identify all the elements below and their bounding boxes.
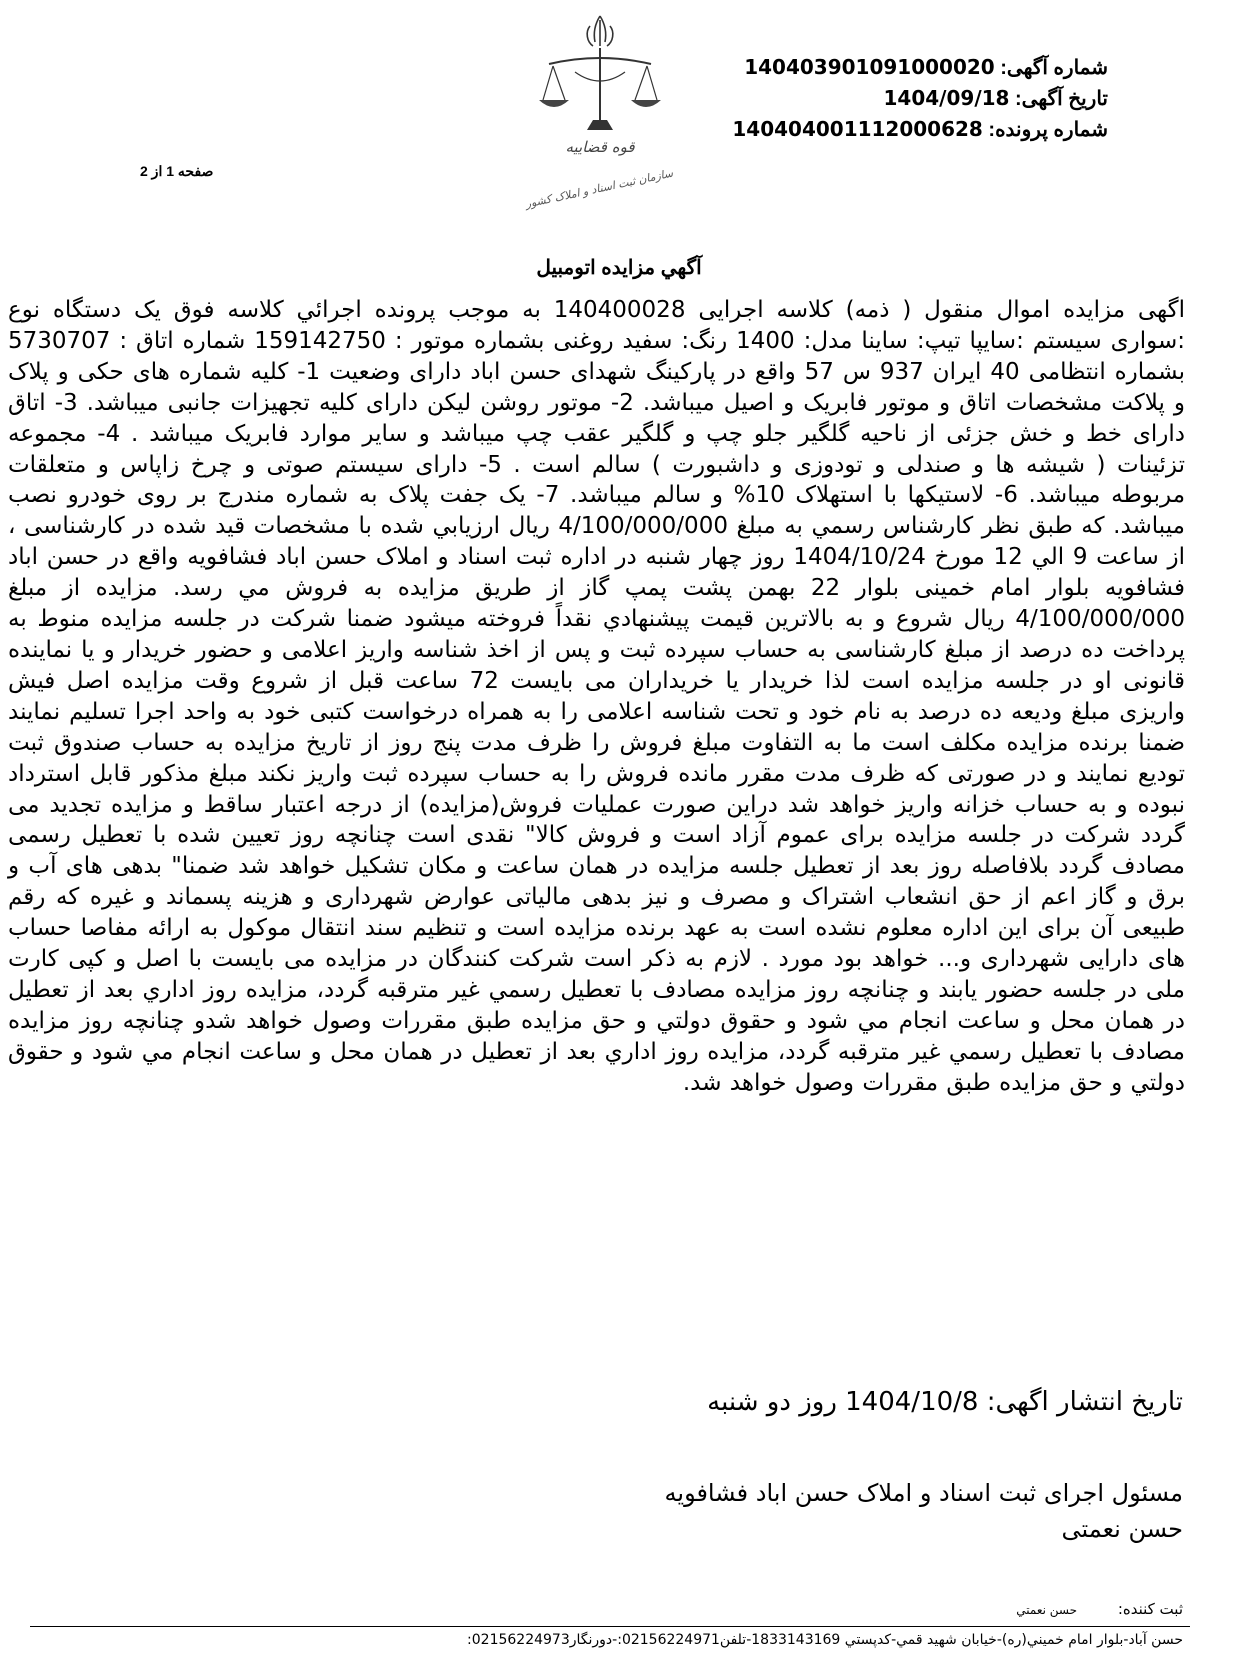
signature-name: حسن نعمتی	[1061, 1515, 1183, 1543]
footer-divider	[30, 1626, 1190, 1627]
emblem-text-1: قوه قضاییه	[565, 138, 635, 156]
signature-block	[665, 1475, 1183, 1547]
signature-office: مسئول اجرای ثبت اسناد و املاک حسن اباد فشافویه	[664, 1479, 1183, 1507]
file-number-label: شماره پرونده:	[988, 119, 1108, 141]
ad-number-row	[732, 52, 1108, 83]
ad-date: 1404/09/18	[883, 86, 1010, 110]
registrar-label: ثبت کننده:	[1117, 1600, 1183, 1618]
emblem-text-2: سازمان ثبت اسناد و املاک کشور	[524, 166, 675, 211]
file-number-row	[732, 114, 1108, 145]
document-title: آگهي مزایده اتومبیل	[536, 257, 702, 279]
file-number: 140404001112000628	[732, 117, 983, 141]
ad-number: 140403901091000020	[744, 55, 995, 79]
publish-day: روز دو شنبه	[707, 1387, 837, 1417]
publish-label: تاریخ انتشار اگهی:	[986, 1387, 1183, 1417]
footer-address: حسن آباد-بلوار امام خميني(ره)-خيابان شهيد قمي-کدپستي 1833143169-تلفن02156224971:-دورنگار02156224973:	[467, 1632, 1183, 1648]
ad-date-row	[732, 83, 1108, 114]
registrar-line	[1016, 1600, 1183, 1618]
ad-meta-block	[732, 52, 1108, 145]
ad-number-label: شماره آگهی:	[1000, 57, 1108, 79]
publish-date-line	[707, 1385, 1183, 1419]
auction-paragraph: اگهی مزایده اموال منقول ( ذمه) کلاسه اجرایی 140400028 به موجب پرونده اجرائي کلاسه فوق یک دستگاه نوع :سواری سیستم :سایپا تیپ: ساینا مدل: 1400 رنگ: سفید روغنی بشماره موتور : 159142750 شماره اتاق : 5730707 بشماره انتظامی 40 ایران 937 س 57 واقع در پارکینگ شهدای حسن اباد دارای وضعیت 1- کلیه شماره های حکی و پلاک و پلاکت مشخصات اتاق و موتور فابریک و اصیل میباشد. 2- موتور روشن لیکن دارای کلیه تجهیزات جانبی میباشد. 3- اتاق دارای خط و خش جزئی از ناحیه گلگیر جلو چپ و گلگیر عقب چپ میباشد و سایر موارد فابریک میباشد . 4- مجموعه تزئینات ( شیشه ها و صندلی و تودوزی و داشبورت ) سالم است . 5- دارای سیستم صوتی و چرخ زاپاس و متعلقات مربوطه میباشد. 6- لاستیکها با استهلاک 10% و سالم میباشد. 7- یک جفت پلاک به شماره مندرج بر روی خودرو نصب میباشد. که طبق نظر کارشناس رسمي به مبلغ 4/100/000/000 ریال ارزیابي شده با مشخصات قید شده در کارشناسی ، از ساعت 9 الي 12 مورخ 1404/10/24 روز چهار شنبه در اداره ثبت اسناد و املاک حسن اباد فشافویه واقع در حسن اباد فشافویه بلوار امام خمینی بلوار 22 بهمن پشت پمپ گاز از طریق مزایده به فروش مي رسد. مزایده از مبلغ 4/100/000/000 ریال شروع و به بالاترین قیمت پیشنهادي نقداً فروخته میشود ضمنا شرکت در جلسه مزایده منوط به پرداخت ده درصد از مبلغ کارشناسی به حساب سپرده ثبت و پس از اخذ شناسه واریز اعلامی و حضور خریدار و یا نماینده قانونی او در جلسه مزایده است لذا خریدار یا خریداران می بایست 72 ساعت قبل از شروع وقت مزایده اصل فیش واریزی مبلغ ودیعه ده درصد به نام خود و تحت شناسه اعلامی را به همراه درخواست کتبی خود به واحد اجرا تسلیم نمایند ضمنا برنده مزایده مکلف است ما به التفاوت مبلغ فروش را ظرف مدت پنج روز از تاریخ مزایده به حساب صندوق ثبت تودیع نمایند و در صورتی که ظرف مدت مقرر مانده فروش را به حساب سپرده ثبت واریز نکند مبلغ مذکور قابل استرداد نبوده و به حساب خزانه واریز خواهد شد دراین صورت عملیات فروش(مزایده) از درجه اعتبار ساقط و مزایده تجدید می گردد شرکت در جلسه مزایده برای عموم آزاد است و فروش کالا" نقدی است چنانچه روز تعیین شده با تعطیل رسمی مصادف گردد بلافاصله روز بعد از تعطیل جلسه مزایده در همان ساعت و مکان تشکیل خواهد شد ضمنا" بدهی های آب و برق و گاز اعم از حق انشعاب اشتراک و مصرف و نیز بدهی مالیاتی عوارض شهرداری و هزینه پسماند و غیره که رقم طبیعی آن برای این اداره معلوم نشده است به عهد برنده مزایده است و تنظیم سند انتقال موکول به ارائه مفاصا حساب های دارایی شهرداری و... خواهد بود مورد . لازم به ذکر است شرکت کنندگان در مزایده می بایست با اصل و کپی کارت ملی در جلسه حضور یابند و چنانچه روز مزایده مصادف با تعطیل رسمي غیر مترقبه گردد، مزایده روز اداري بعد از تعطیل در همان محل و ساعت انجام مي شود و حقوق دولتي و حق مزایده طبق مقررات وصول خواهد شدو چنانچه روز مزایده مصادف با تعطیل رسمي غیر مترقبه گردد، مزایده روز اداري بعد از تعطیل در همان محل و ساعت انجام مي شود و حقوق دولتي و حق مزایده طبق مقررات وصول خواهد شد.	[8, 297, 1186, 1096]
page-indicator: صفحه 1 از 2	[140, 163, 214, 179]
ad-date-label: تاریخ آگهی:	[1015, 88, 1108, 110]
auction-body	[8, 295, 1185, 1099]
publish-date: 1404/10/8	[845, 1387, 979, 1417]
registrar-name: حسن نعمتي	[1016, 1603, 1078, 1617]
judiciary-emblem-icon	[524, 12, 675, 212]
